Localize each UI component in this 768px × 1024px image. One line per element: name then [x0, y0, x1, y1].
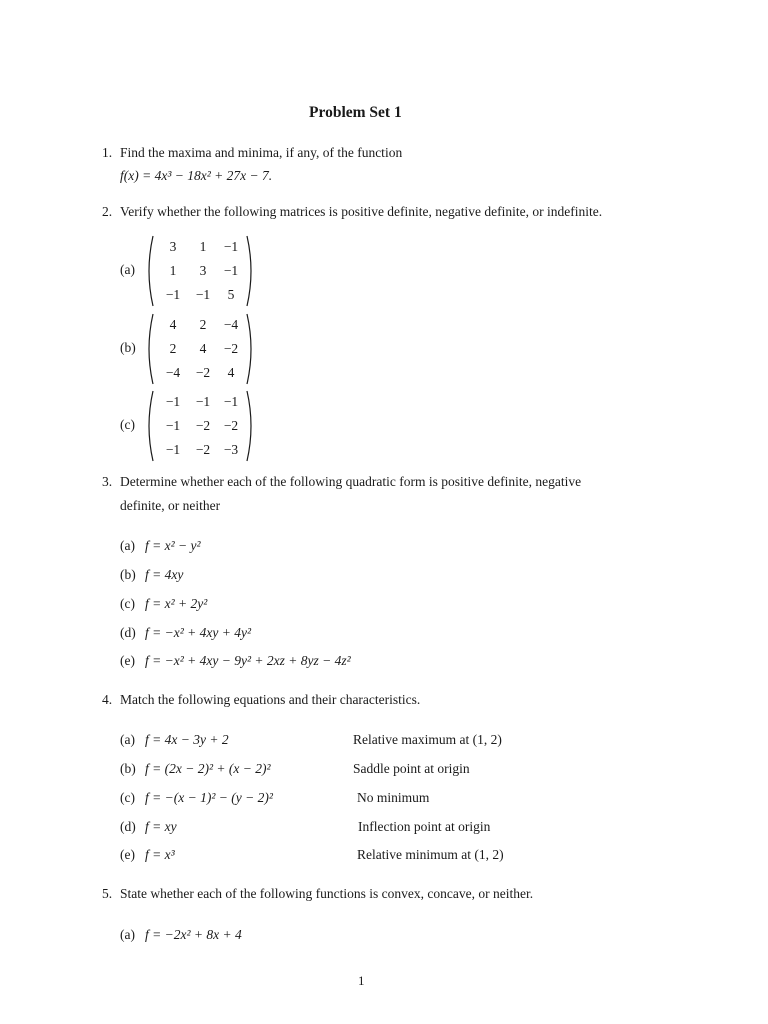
- p5-item-label: (a): [120, 927, 135, 942]
- problem-4-number: 4.: [102, 692, 113, 707]
- matrix-cell: 4: [227, 365, 235, 380]
- p4-item-characteristic: Relative maximum at (1, 2): [353, 732, 502, 747]
- page-number: 1: [358, 973, 365, 988]
- matrix-cell: −2: [223, 418, 239, 433]
- matrix-c-label: (c): [120, 417, 135, 432]
- p4-item-characteristic: Inflection point at origin: [358, 819, 491, 834]
- right-paren-icon: [244, 312, 256, 386]
- matrix-b-label: (b): [120, 340, 136, 355]
- matrix-cell: −1: [223, 394, 239, 409]
- matrix-b: [144, 312, 256, 386]
- problem-4-text: Match the following equations and their characteristics.: [120, 692, 421, 707]
- p4-item-label: (c): [120, 790, 135, 805]
- p3-item-label: (d): [120, 625, 136, 640]
- matrix-cell: −1: [223, 263, 239, 278]
- p3-item-label: (b): [120, 567, 136, 582]
- matrix-cell: 4: [199, 341, 207, 356]
- matrix-cell: −4: [165, 365, 181, 380]
- matrix-cell: −1: [195, 287, 211, 302]
- matrix-cell: −2: [195, 365, 211, 380]
- matrix-cell: −1: [165, 287, 181, 302]
- p4-item-expr: f = −(x − 1)² − (y − 2)²: [145, 790, 273, 805]
- matrix-a: [144, 234, 256, 308]
- p4-item-expr: f = x³: [145, 847, 175, 862]
- matrix-cell: −2: [195, 418, 211, 433]
- p4-item-label: (d): [120, 819, 136, 834]
- p4-item-label: (b): [120, 761, 136, 776]
- matrix-cell: 1: [169, 263, 177, 278]
- p3-item-label: (a): [120, 538, 135, 553]
- matrix-cell: −4: [223, 317, 239, 332]
- problem-3-text-line1: Determine whether each of the following quadratic form is positive definite, negative: [120, 474, 582, 489]
- p4-item-expr: f = xy: [145, 819, 177, 834]
- p4-item-expr: f = 4x − 3y + 2: [145, 732, 229, 747]
- matrix-cell: −1: [165, 418, 181, 433]
- matrix-cell: 2: [199, 317, 207, 332]
- p4-item-characteristic: Relative minimum at (1, 2): [357, 847, 504, 862]
- problem-3-text-line2: definite, or neither: [120, 498, 221, 513]
- matrix-cell: −1: [223, 239, 239, 254]
- problem-5-number: 5.: [102, 886, 113, 901]
- p4-item-characteristic: No minimum: [357, 790, 430, 805]
- p5-item-expr: f = −2x² + 8x + 4: [145, 927, 242, 942]
- p3-item-label: (c): [120, 596, 135, 611]
- problem-3-number: 3.: [102, 474, 113, 489]
- left-paren-icon: [144, 389, 156, 463]
- right-paren-icon: [244, 234, 256, 308]
- matrix-a-label: (a): [120, 262, 135, 277]
- matrix-cell: 1: [199, 239, 207, 254]
- p4-item-label: (e): [120, 847, 135, 862]
- page-title: Problem Set 1: [309, 104, 402, 121]
- left-paren-icon: [144, 234, 156, 308]
- right-paren-icon: [244, 389, 256, 463]
- problem-1-text: Find the maxima and minima, if any, of the function: [120, 145, 403, 160]
- problem-1-number: 1.: [102, 145, 113, 160]
- matrix-cell: −1: [165, 442, 181, 457]
- p3-item-expr: f = −x² + 4xy + 4y²: [145, 625, 252, 640]
- p3-item-label: (e): [120, 653, 135, 668]
- matrix-cell: −1: [195, 394, 211, 409]
- matrix-cell: 4: [169, 317, 177, 332]
- p3-item-expr: f = 4xy: [145, 567, 184, 582]
- matrix-cell: 3: [199, 263, 207, 278]
- matrix-cell: 3: [169, 239, 177, 254]
- problem-5-text: State whether each of the following functions is convex, concave, or neither.: [120, 886, 534, 901]
- left-paren-icon: [144, 312, 156, 386]
- problem-2-number: 2.: [102, 204, 113, 219]
- p4-item-label: (a): [120, 732, 135, 747]
- problem-2-text: Verify whether the following matrices is positive definite, negative definite, or indefinite.: [120, 204, 603, 219]
- p3-item-expr: f = −x² + 4xy − 9y² + 2xz + 8yz − 4z²: [145, 653, 351, 668]
- matrix-cell: −1: [165, 394, 181, 409]
- p4-item-expr: f = (2x − 2)² + (x − 2)²: [145, 761, 271, 776]
- matrix-cell: −3: [223, 442, 239, 457]
- matrix-cell: −2: [195, 442, 211, 457]
- p4-item-characteristic: Saddle point at origin: [353, 761, 470, 776]
- matrix-cell: 2: [169, 341, 177, 356]
- matrix-cell: −2: [223, 341, 239, 356]
- p3-item-expr: f = x² − y²: [145, 538, 201, 553]
- matrix-cell: 5: [227, 287, 235, 302]
- problem-1-function: f(x) = 4x³ − 18x² + 27x − 7.: [120, 168, 273, 183]
- p3-item-expr: f = x² + 2y²: [145, 596, 208, 611]
- matrix-c: [144, 389, 256, 463]
